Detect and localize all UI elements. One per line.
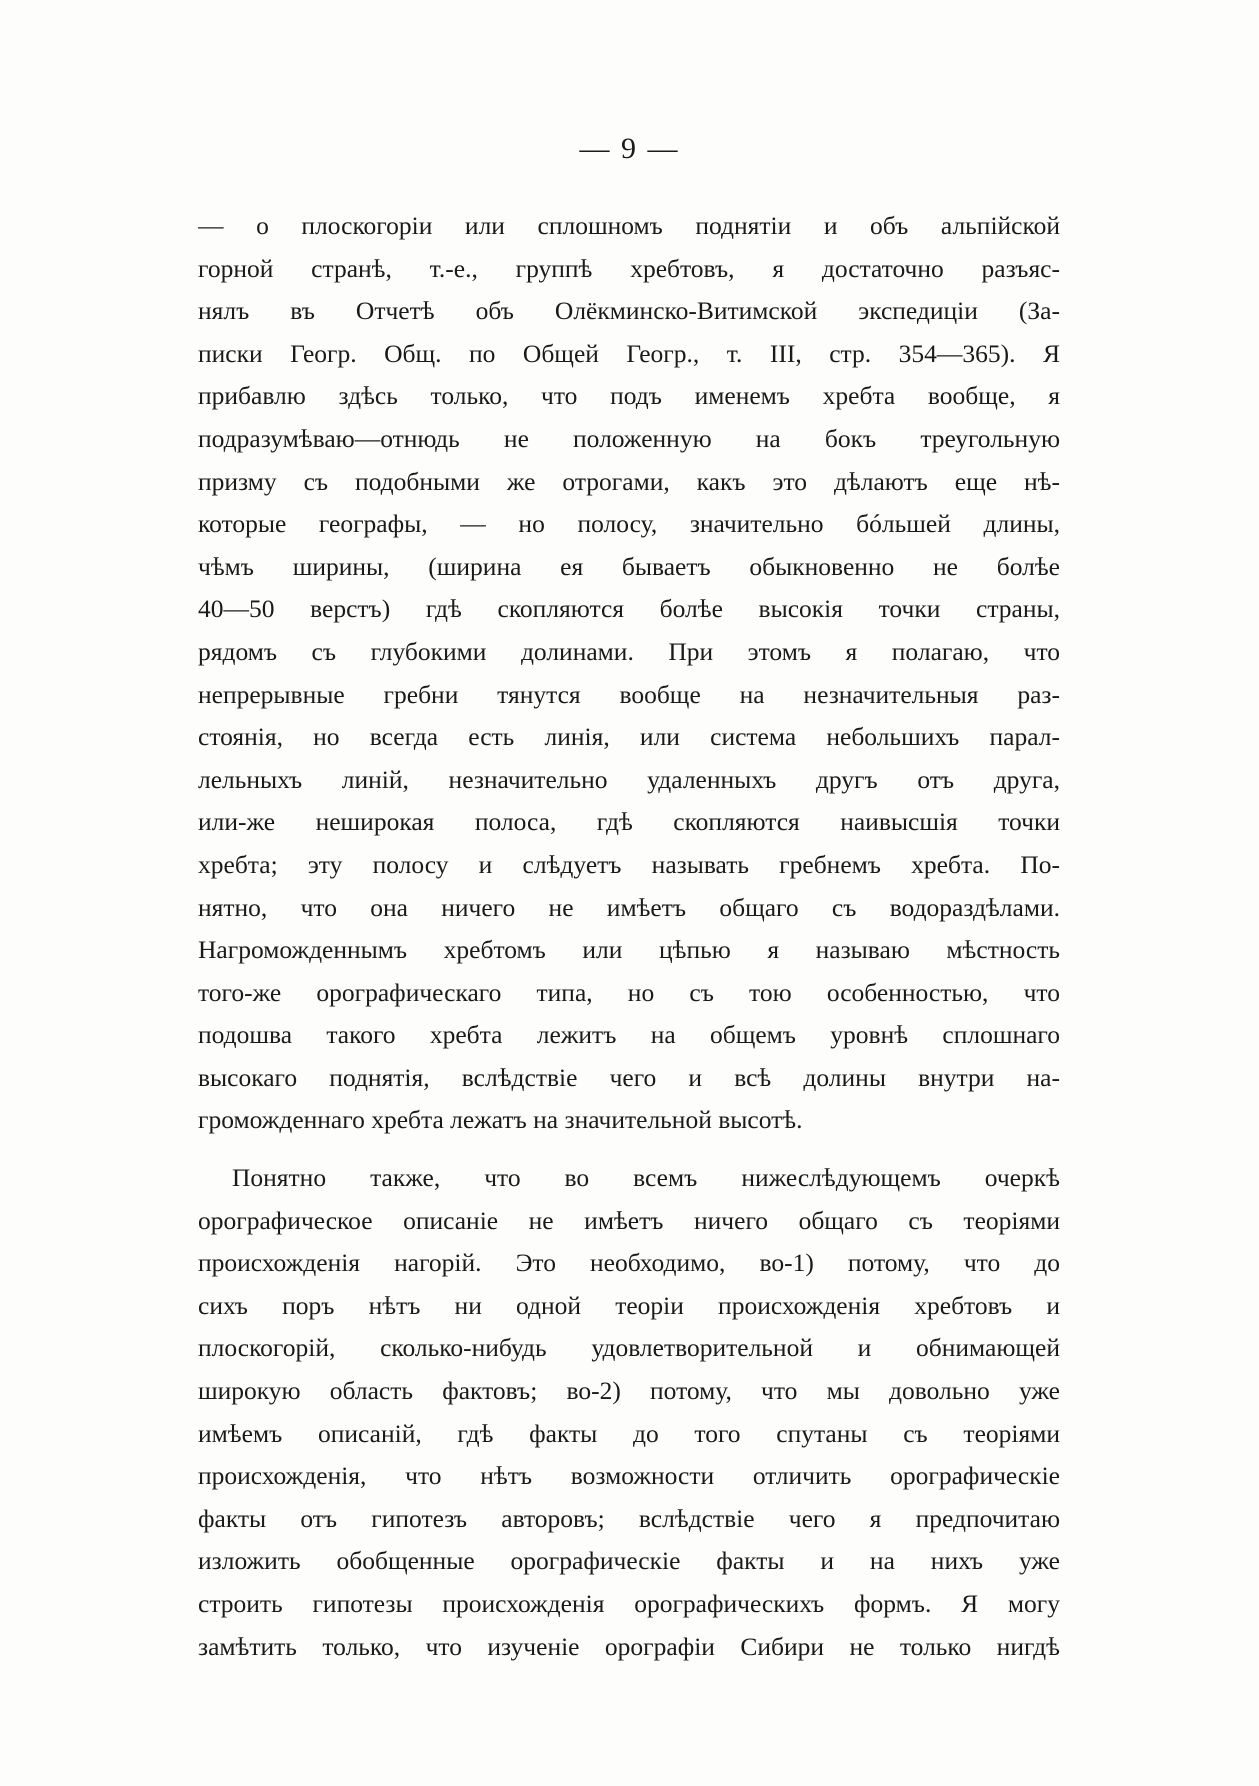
text-line: стоянія, но всегда есть линія, или система небольшихъ парал- — [198, 722, 1060, 752]
paragraph-1 — [198, 205, 1060, 1142]
text-line: громожденнаго хребта лежатъ на значительной высотѣ. — [198, 1105, 803, 1135]
text-line: рядомъ съ глубокими долинами. При этомъ я полагаю, что — [198, 636, 1060, 666]
paragraph-2 — [198, 1157, 1060, 1668]
text-line: плоскогорій, сколько-нибудь удовлетворительной и обнимающей — [198, 1333, 1060, 1363]
text-line: или-же неширокая полоса, гдѣ скопляются наивысшія точки — [198, 807, 1060, 837]
text-line: происхожденія нагорій. Это необходимо, во-1) потому, что до — [198, 1248, 1060, 1278]
text-line: Понятно также, что во всемъ нижеслѣдующемъ очеркѣ — [232, 1163, 1060, 1193]
body-text — [198, 205, 1060, 1668]
text-line: нялъ въ Отчетѣ объ Олёкминско-Витимской экспедиціи (За- — [198, 296, 1060, 326]
text-line: Нагроможденнымъ хребтомъ или цѣпью я называю мѣстность — [198, 935, 1060, 965]
text-line: 40—50 верстъ) гдѣ скопляются болѣе высокія точки страны, — [198, 594, 1060, 624]
text-line: хребта; эту полосу и слѣдуетъ называть гребнемъ хребта. По- — [198, 849, 1060, 879]
text-line: подразумѣваю—отнюдь не положенную на бокъ треугольную — [198, 423, 1060, 453]
text-line: призму съ подобными же отрогами, какъ это дѣлаютъ еще нѣ- — [198, 466, 1060, 496]
text-line: подошва такого хребта лежитъ на общемъ уровнѣ сплошнаго — [198, 1020, 1060, 1050]
text-line: прибавлю здѣсь только, что подъ именемъ хребта вообще, я — [198, 381, 1060, 411]
text-line: горной странѣ, т.-е., группѣ хребтовъ, я достаточно разъяс- — [198, 253, 1060, 283]
text-line: писки Геогр. Общ. по Общей Геогр., т. III, стр. 354—365). Я — [198, 338, 1060, 368]
text-line: факты отъ гипотезъ авторовъ; вслѣдствіе чего я предпочитаю — [198, 1503, 1060, 1533]
text-line: непрерывные гребни тянутся вообще на незначительныя раз- — [198, 679, 1060, 709]
text-line: широкую область фактовъ; во-2) потому, что мы довольно уже — [198, 1376, 1060, 1406]
text-line: того-же орографическаго типа, но съ тою особенностью, что — [198, 977, 1060, 1007]
text-line: которые географы, — но полосу, значительно бóльшей длины, — [198, 509, 1060, 539]
text-line: замѣтить только, что изученіе орографіи Сибири не только нигдѣ — [198, 1631, 1060, 1661]
text-line: чѣмъ ширины, (ширина ея бываетъ обыкновенно не болѣе — [198, 551, 1060, 581]
text-line: орографическое описаніе не имѣетъ ничего общаго съ теоріями — [198, 1205, 1060, 1235]
text-line: высокаго поднятія, вслѣдствіе чего и всѣ долины внутри на- — [198, 1062, 1060, 1092]
text-line: лельныхъ линій, незначительно удаленныхъ другъ отъ друга, — [198, 764, 1060, 794]
text-line: нятно, что она ничего не имѣетъ общаго съ водораздѣлами. — [198, 892, 1060, 922]
text-line: происхожденія, что нѣтъ возможности отличить орографическіе — [198, 1461, 1060, 1491]
page-number: — 9 — — [579, 132, 680, 165]
text-line: строить гипотезы происхожденія орографическихъ формъ. Я могу — [198, 1589, 1060, 1618]
text-line: — о плоскогоріи или сплошномъ поднятіи и объ альпійской — [198, 211, 1060, 240]
text-line: изложить обобщенные орографическіе факты и на нихъ уже — [198, 1546, 1060, 1576]
text-line: сихъ поръ нѣтъ ни одной теоріи происхожденія хребтовъ и — [198, 1290, 1060, 1320]
text-line: имѣемъ описаній, гдѣ факты до того спутаны съ теоріями — [198, 1418, 1060, 1448]
